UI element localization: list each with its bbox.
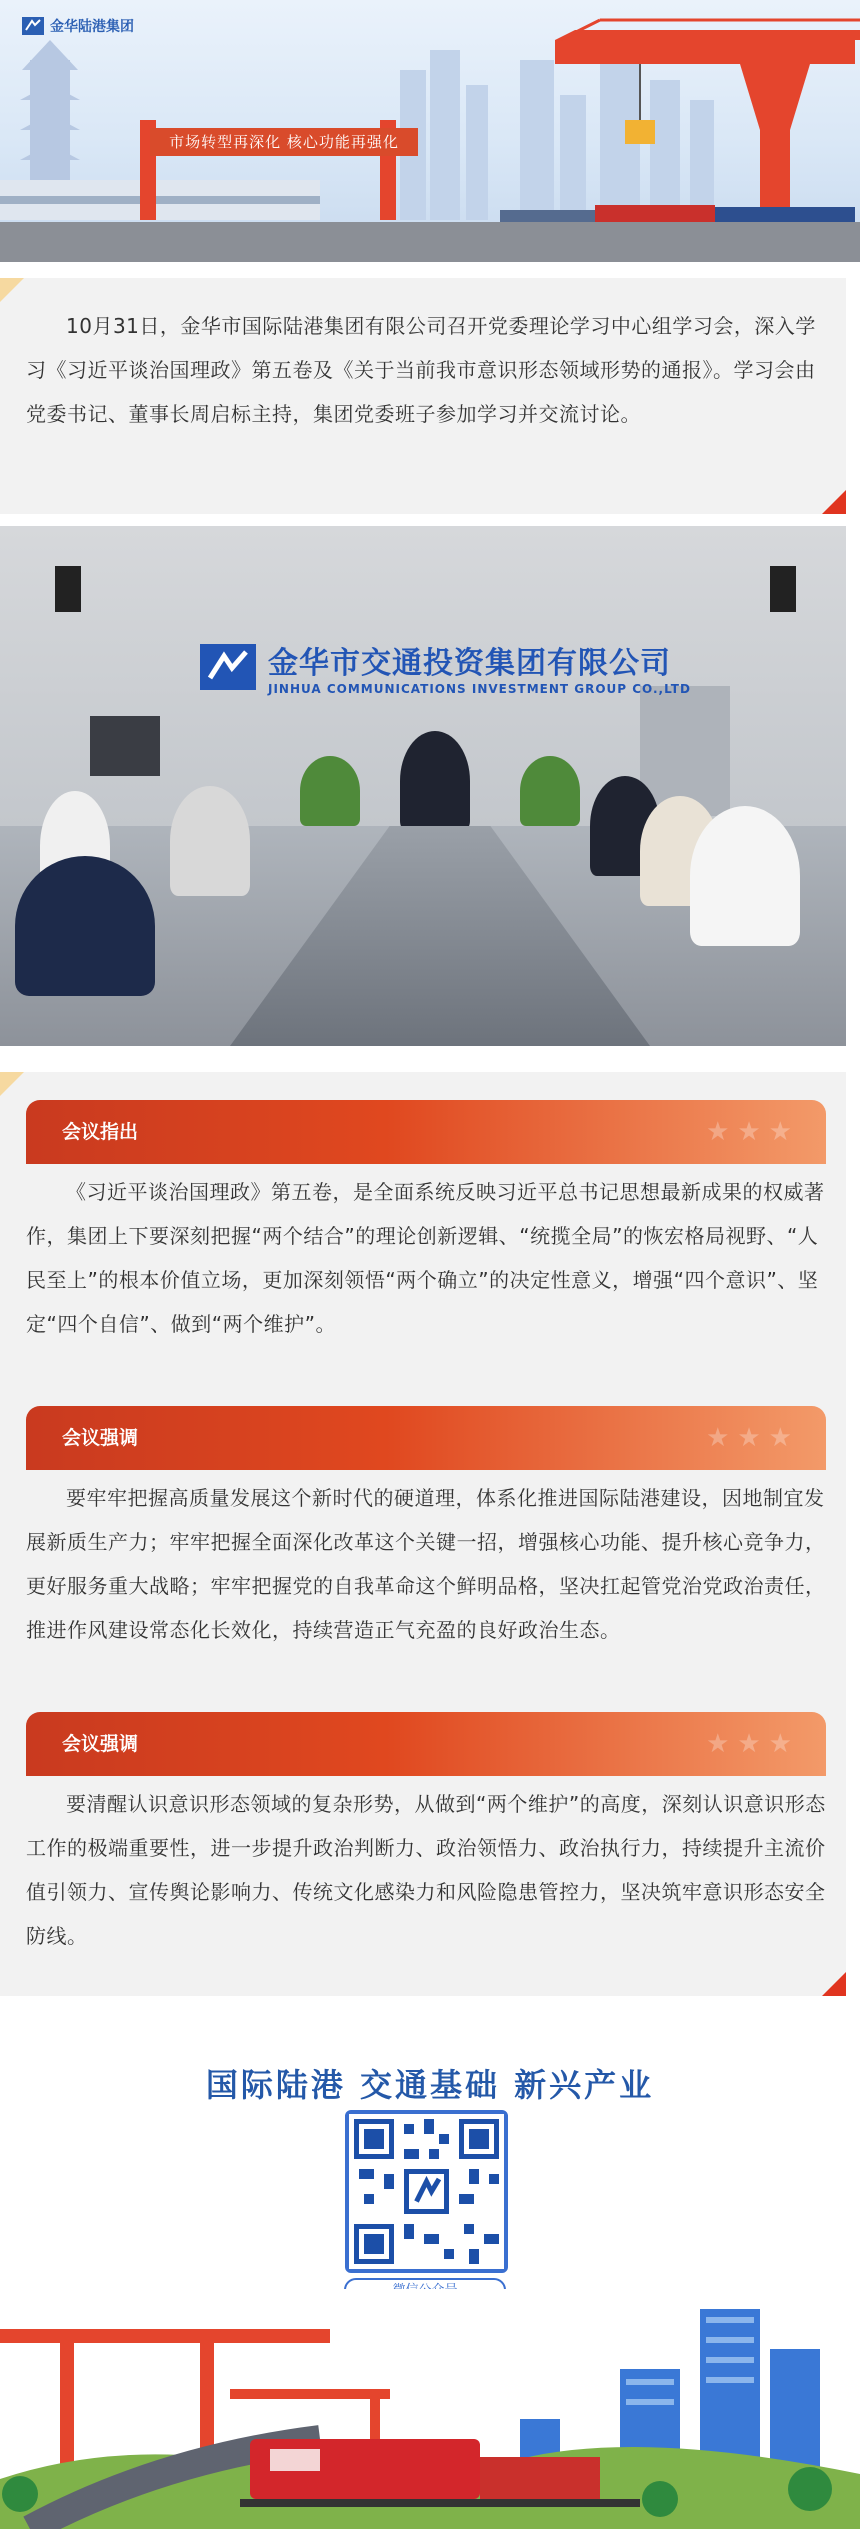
attendee: [15, 856, 155, 996]
section-title: 会议强调: [62, 1733, 139, 1755]
banner-slogan: 市场转型再深化 核心功能再强化: [150, 128, 418, 156]
brand-logo-text: 金华陆港集团: [50, 19, 134, 35]
star-decoration-icon: ★★★: [706, 1423, 800, 1453]
corner-decoration-bottom-right: [822, 490, 846, 514]
content-card: [0, 1072, 846, 1996]
footer-banner: [0, 2030, 860, 2529]
corner-decoration-top-left: [0, 1072, 24, 1096]
intro-paragraph: 10月31日，金华市国际陆港集团有限公司召开党委理论学习中心组学习会，深入学习《习近平谈治国理政》第五卷及《关于当前我市意识形态领域形势的通报》。学习会由党委书记、董事长周启标主持，集团党委班子参加学习并交流讨论。: [26, 314, 816, 426]
plant-left: [300, 756, 360, 826]
footer-slogan: 国际陆港 交通基础 新兴产业: [205, 2066, 655, 2104]
star-decoration-icon: ★★★: [706, 1729, 800, 1759]
wall-screen: [90, 716, 160, 776]
speaker-right-icon: [770, 566, 796, 612]
section-paragraph-3: 要清醒认识意识形态领域的复杂形势，从做到“两个维护”的高度，深刻认识意识形态工作的极端重要性，进一步提升政治判断力、政治领悟力、政治执行力，持续提升主流价值引领力、宣传舆论影响力、传统文化感染力和风险隐患管控力，坚决筑牢意识形态安全防线。: [26, 1792, 826, 1948]
section-paragraph-1: 《习近平谈治国理政》第五卷，是全面系统反映习近平总书记思想最新成果的权威著作，集团上下要深刻把握“两个结合”的理论创新逻辑、“统揽全局”的恢宏格局视野、“人民至上”的根本价值立场，更加深刻领悟“两个确立”的决定性意义，增强“四个意识”、坚定“四个自信”、做到“两个维护”。: [26, 1180, 825, 1336]
brand-logo: [22, 16, 134, 36]
attendee: [400, 731, 470, 831]
corner-decoration-bottom-right: [822, 1972, 846, 1996]
wall-company-logo: [200, 638, 691, 696]
qr-code[interactable]: [345, 2110, 508, 2273]
star-decoration-icon: ★★★: [706, 1117, 800, 1147]
intro-card: [0, 278, 846, 514]
section-title: 会议指出: [62, 1121, 139, 1143]
brand-logo-icon: [22, 17, 44, 35]
section-header-1: [26, 1100, 826, 1164]
section-title: 会议强调: [62, 1427, 139, 1449]
banner-ground: [0, 222, 860, 262]
corner-decoration-top-left: [0, 278, 24, 302]
conference-table: [230, 826, 650, 1046]
speaker-left-icon: [55, 566, 81, 612]
company-logo-icon: [200, 644, 256, 690]
section-paragraph-2: 要牢牢把握高质量发展这个新时代的硬道理，体系化推进国际陆港建设，因地制宜发展新质生产力；牢牢把握全面深化改革这个关键一招，增强核心功能、提升核心竞争力，更好服务重大战略；牢牢把握党的自我革命这个鲜明品格，坚决扛起管党治党政治责任，推进作风建设常态化长效化，持续营造正气充盈的良好政治生态。: [26, 1486, 826, 1642]
header-banner: [0, 0, 860, 262]
wall-logo-en: JINHUA COMMUNICATIONS INVESTMENT GROUP CO.,LTD: [268, 682, 691, 696]
section-header-2: [26, 1406, 826, 1470]
wall-logo-cn: 金华市交通投资集团有限公司: [268, 646, 671, 681]
section-header-3: [26, 1712, 826, 1776]
meeting-photo: [0, 526, 846, 1046]
plant-right: [520, 756, 580, 826]
qr-code-icon: [349, 2114, 504, 2269]
attendee: [690, 806, 800, 946]
attendee: [170, 786, 250, 896]
footer-cityscape: [0, 2289, 860, 2529]
